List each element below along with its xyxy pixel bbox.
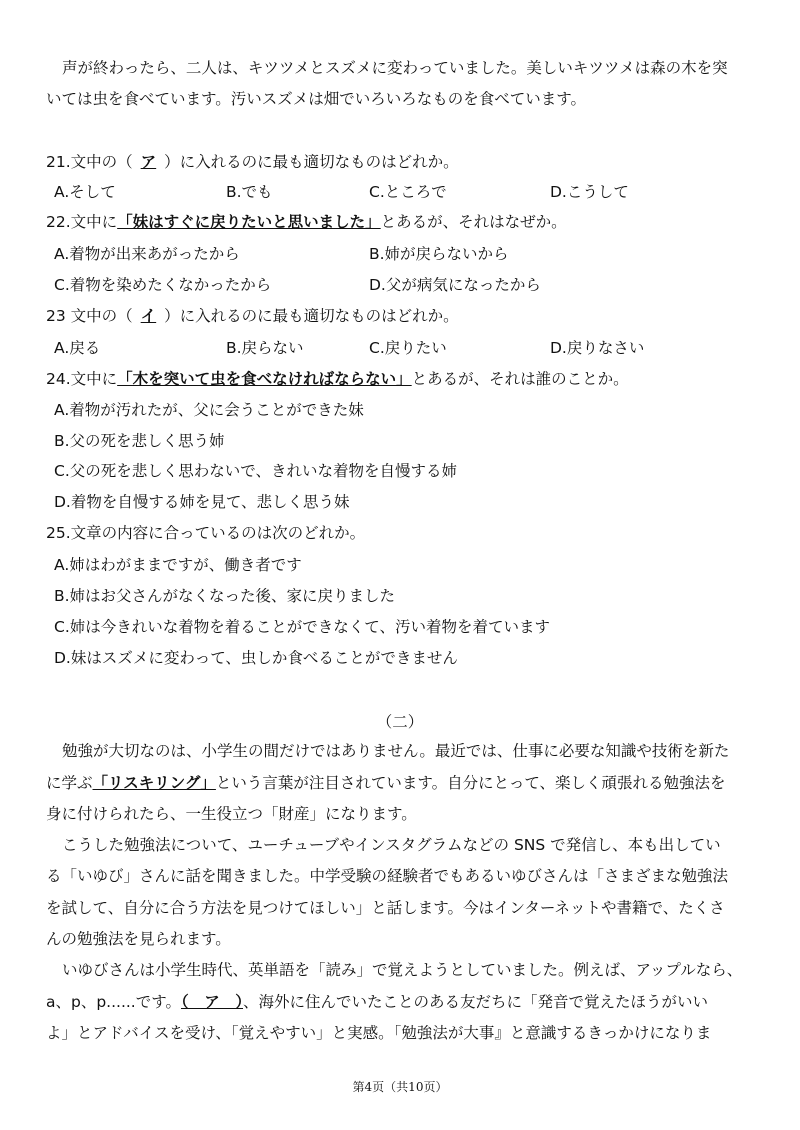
q23-suffix: ）に入れるのに最も適切なものはどれか。: [164, 307, 459, 325]
q24-option-d: D.着物を自慢する姉を見て、悲しく思う妹: [54, 493, 350, 511]
question-23: [46, 306, 459, 326]
para2-line-1: こうした勉強法について、ユーチューブやインスタグラムなどの SNS で発信し、本も出してい: [62, 836, 721, 854]
para2-line-2: る「いゆび」さんに話を聞きました。中学受験の経験者でもあるいゆびさんは「さまざまな勉強法: [46, 867, 729, 885]
q21-suffix: ）に入れるのに最も適切なものはどれか。: [164, 153, 459, 171]
q25-option-b: B.姉はお父さんがなくなった後、家に戻りました: [54, 587, 396, 605]
para3-blank-a: （ ア ）: [181, 993, 244, 1011]
q24-quote: 「木を突いて虫を食べなければならない」: [117, 370, 412, 388]
q25-option-c: C.姉は今きれいな着物を着ることができなくて、汚い着物を着ています: [54, 618, 550, 636]
q21-option-a: A.そして: [54, 183, 116, 201]
q24-suffix: とあるが、それは誰のことか。: [411, 370, 629, 388]
q25-option-d: D.妹はスズメに変わって、虫しか食べることができません: [54, 649, 458, 667]
q22-option-c: C.着物を染めたくなかったから: [54, 276, 272, 294]
reskilling-term: 「リスキリング」: [92, 774, 216, 792]
question-22: [46, 212, 567, 232]
page-footer: 第4页（共10页）: [352, 1080, 448, 1094]
q24-option-a: A.着物が汚れたが、父に会うことができた妹: [54, 401, 364, 419]
q25-option-a: A.姉はわがままですが、働き者です: [54, 556, 302, 574]
q22-suffix: とあるが、それはなぜか。: [380, 213, 567, 231]
q24-prefix: 24.文中に: [46, 370, 118, 388]
q22-option-a: A.着物が出来あがったから: [54, 245, 240, 263]
para3-line-2-pre: a、p、p......です。: [46, 993, 181, 1011]
para1-line-1: 勉強が大切なのは、小学生の間だけではありません。最近では、仕事に必要な知識や技術を新た: [62, 742, 730, 760]
q21-prefix: 21.文中の（: [46, 153, 133, 171]
q21-option-b: B.でも: [226, 183, 273, 201]
question-21: [46, 152, 459, 172]
para1-line-2-post: という言葉が注目されています。自分にとって、楽しく頑張れる勉強法を: [215, 774, 726, 792]
q22-quote: 「妹はすぐに戻りたいと思いました」: [117, 213, 381, 231]
q22-prefix: 22.文中に: [46, 213, 118, 231]
q21-option-d: D.こうして: [550, 183, 629, 201]
q23-option-c: C.戻りたい: [369, 339, 447, 357]
question-24: [46, 369, 629, 389]
para1-line-2-pre: に学ぶ: [46, 774, 93, 792]
q22-option-d: D.父が病気になったから: [369, 276, 541, 294]
q23-prefix: 23 文中の（: [46, 307, 133, 325]
q23-option-d: D.戻りなさい: [550, 339, 645, 357]
para3-line-2-post: 、海外に住んでいたことのある友だちに「発音で覚えたほうがいい: [243, 993, 709, 1011]
story-line-1: 声が終わったら、二人は、キツツメとスズメに変わっていました。美しいキツツメは森の木を突: [62, 59, 728, 77]
q21-option-c: C.ところで: [369, 183, 447, 201]
q22-option-b: B.姉が戻らないから: [369, 245, 509, 263]
q23-option-a: A.戻る: [54, 339, 101, 357]
para3-line-2: [46, 992, 708, 1012]
question-25: 25.文章の内容に合っているのは次のどれか。: [46, 524, 366, 542]
q24-option-c: C.父の死を悲しく思わないで、きれいな着物を自慢する姉: [54, 462, 457, 480]
q24-option-b: B.父の死を悲しく思う姉: [54, 432, 225, 450]
para3-line-3: よ」とアドバイスを受け、「覚えやすい」と実感。「勉強法が大事』と意識するきっかけになりま: [46, 1024, 712, 1042]
q21-blank: ア: [140, 153, 157, 171]
para1-line-2: [46, 773, 726, 793]
para1-line-3: 身に付けられたら、一生役立つ「財産」になります。: [46, 805, 417, 823]
q23-blank: イ: [140, 307, 157, 325]
section-heading: （二）: [376, 713, 424, 731]
para2-line-3: を試して、自分に合う方法を見つけてほしい」と話します。今はインターネットや書籍で、たくさ: [46, 899, 725, 917]
story-line-2: いては虫を食べています。汚いスズメは畑でいろいろなものを食べています。: [46, 90, 587, 108]
para2-line-4: んの勉強法を見られます。: [46, 930, 231, 948]
q23-option-b: B.戻らない: [226, 339, 304, 357]
para3-line-1: いゆびさんは小学生時代、英単語を「読み」で覚えようとしていました。例えば、アップルなら、: [62, 961, 743, 979]
